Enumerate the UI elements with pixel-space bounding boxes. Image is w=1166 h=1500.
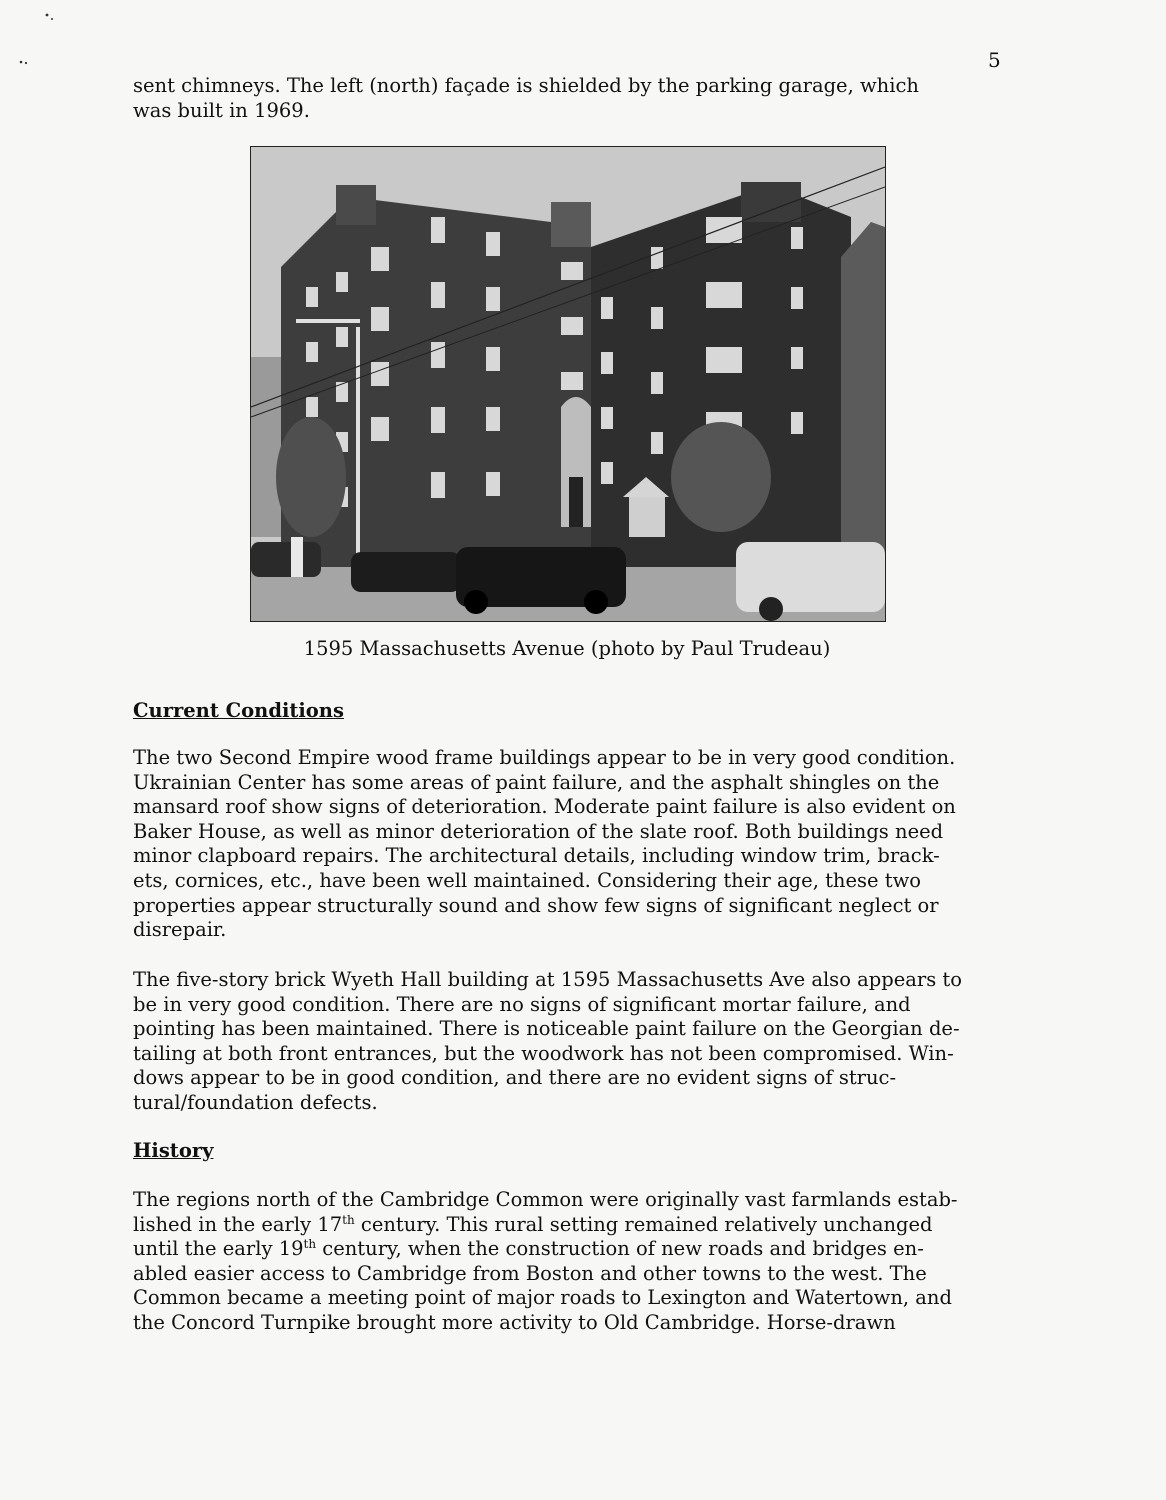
history-paragraph bbox=[133, 1188, 1013, 1336]
paragraph-line: tural/foundation defects. bbox=[133, 1090, 378, 1114]
paragraph-line: until the early 19 bbox=[133, 1237, 304, 1261]
scan-marks bbox=[0, 0, 60, 74]
building-photo-illustration bbox=[251, 147, 885, 621]
paragraph-line: lished in the early 17 bbox=[133, 1212, 343, 1236]
intro-line: sent chimneys. The left (north) façade is shielded by the parking garage, which bbox=[133, 74, 919, 97]
current-conditions-paragraph bbox=[133, 746, 1013, 943]
paragraph-line: century. This rural setting remained relatively unchanged bbox=[354, 1212, 933, 1236]
intro-paragraph bbox=[133, 74, 963, 123]
photo-caption: 1595 Massachusetts Avenue (photo by Paul Trudeau) bbox=[303, 637, 831, 660]
ordinal-superscript: th bbox=[303, 1237, 317, 1252]
paragraph-line: Baker House, as well as minor deterioration of the slate roof. Both buildings need bbox=[133, 819, 944, 843]
paragraph-line: The two Second Empire wood frame buildings appear to be in very good condition. bbox=[133, 746, 956, 769]
building-photo bbox=[250, 146, 886, 622]
paragraph-line: the Concord Turnpike brought more activity to Old Cambridge. Horse-drawn bbox=[133, 1310, 896, 1334]
paragraph-line: abled easier access to Cambridge from Boston and other towns to the west. The bbox=[133, 1261, 927, 1285]
paragraph-line: dows appear to be in good condition, and there are no evident signs of struc- bbox=[133, 1066, 897, 1090]
paragraph-line: century, when the construction of new roads and bridges en- bbox=[316, 1237, 924, 1261]
paragraph-line: mansard roof show signs of deterioration. Moderate paint failure is also evident on bbox=[133, 795, 956, 819]
paragraph-line: disrepair. bbox=[133, 918, 227, 942]
section-heading-current-conditions: Current Conditions bbox=[133, 699, 344, 722]
ordinal-superscript: th bbox=[342, 1212, 355, 1227]
paragraph-line: The five-story brick Wyeth Hall building at 1595 Massachusetts Ave also appears to bbox=[133, 968, 962, 991]
wyeth-hall-paragraph bbox=[133, 968, 1013, 1116]
paragraph-line: pointing has been maintained. There is noticeable paint failure on the Georgian de- bbox=[133, 1017, 960, 1041]
scan-speck-marks bbox=[0, 0, 60, 70]
paragraph-line: tailing at both front entrances, but the woodwork has not been compromised. Win- bbox=[133, 1041, 954, 1065]
section-heading-history: History bbox=[133, 1139, 214, 1162]
paragraph-line: properties appear structurally sound and show few signs of significant neglect or bbox=[133, 893, 939, 917]
paragraph-line: minor clapboard repairs. The architectural details, including window trim, brack- bbox=[133, 844, 940, 868]
paragraph-line: Ukrainian Center has some areas of paint failure, and the asphalt shingles on the bbox=[133, 770, 940, 794]
paragraph-line: ets, cornices, etc., have been well maintained. Considering their age, these two bbox=[133, 868, 922, 892]
paragraph-line: The regions north of the Cambridge Common were originally vast farmlands estab- bbox=[133, 1188, 958, 1211]
paragraph-line: be in very good condition. There are no signs of significant mortar failure, and bbox=[133, 992, 911, 1016]
paragraph-line: Common became a meeting point of major roads to Lexington and Watertown, and bbox=[133, 1286, 952, 1310]
page-number: 5 bbox=[988, 48, 1001, 72]
intro-line: was built in 1969. bbox=[133, 98, 310, 122]
